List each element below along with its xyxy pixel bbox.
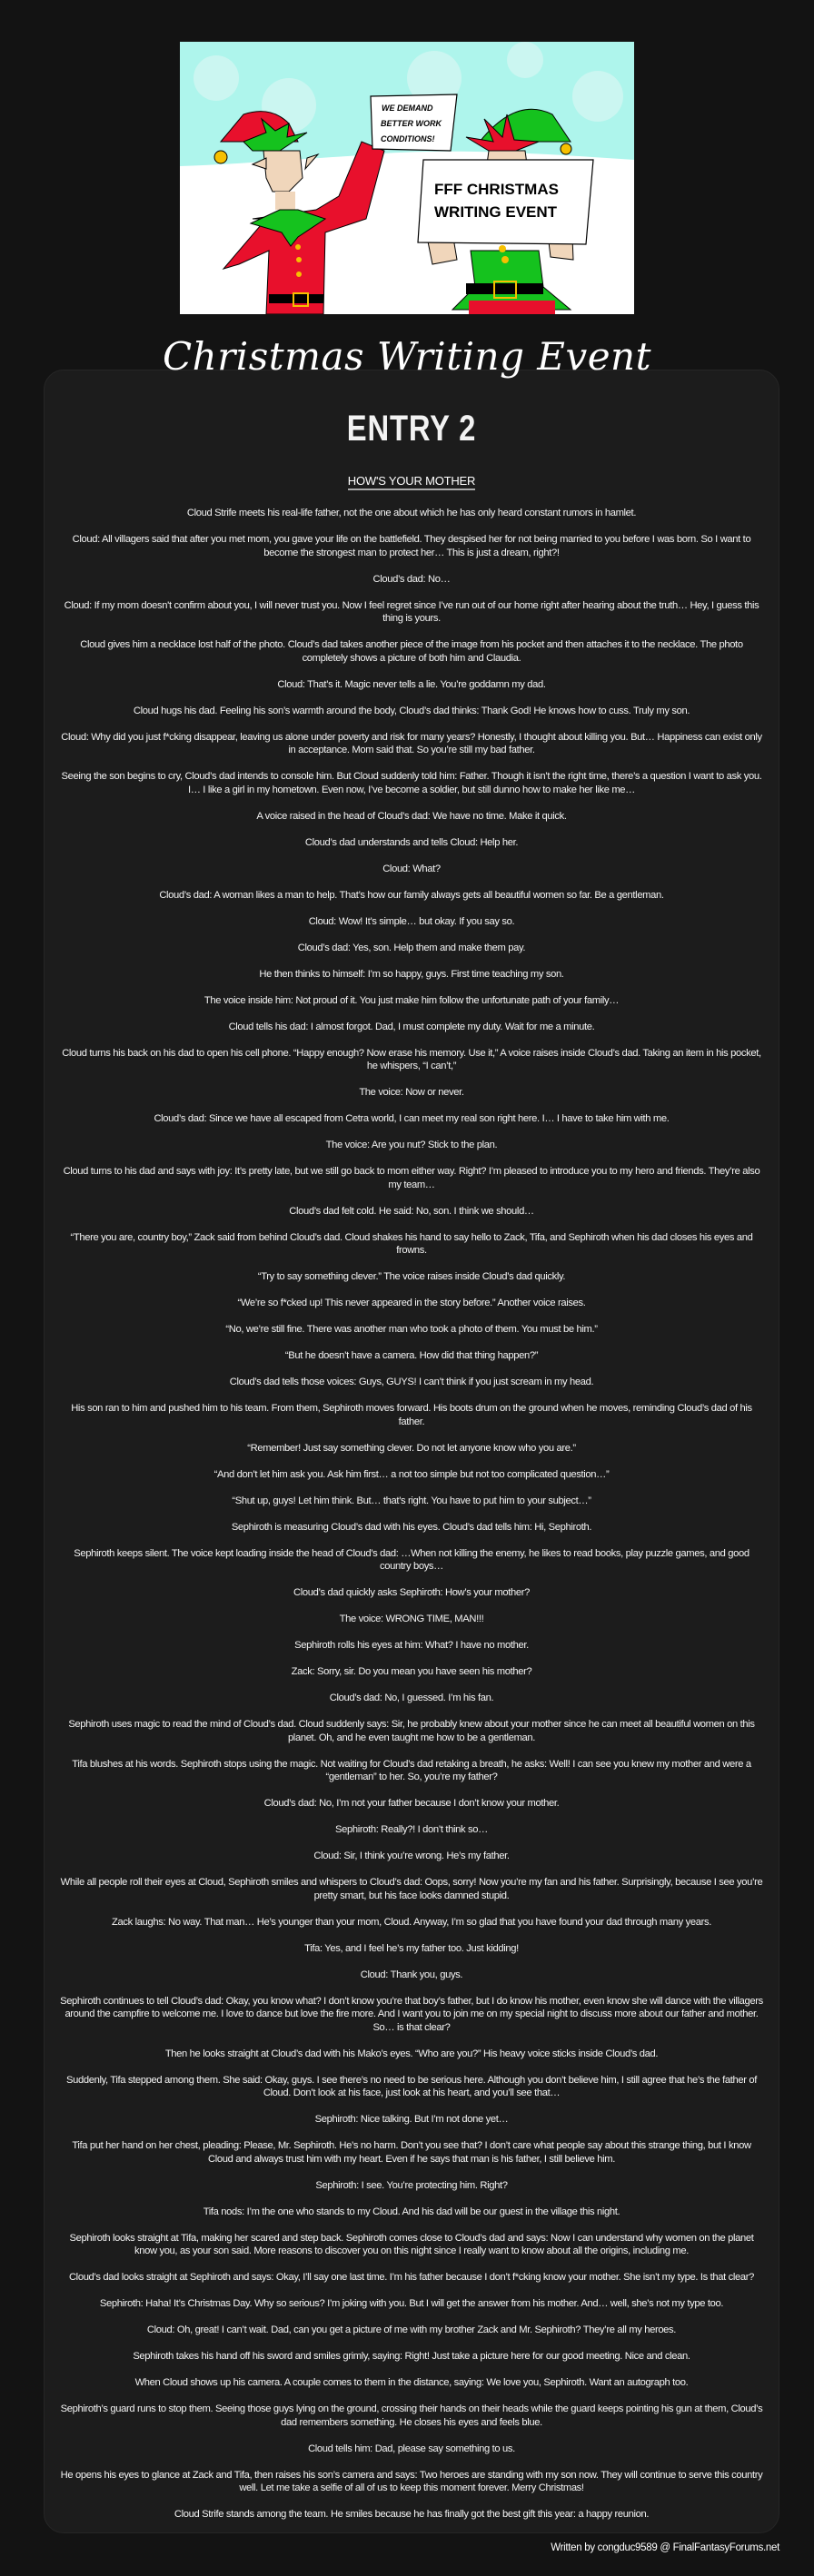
story-paragraph: “There you are, country boy,” Zack said from behind Cloud’s dad. Cloud shakes his hand to say hello to Zack, Tifa, and Sephiroth when his dad closes his eyes and frowns.	[70, 1231, 753, 1256]
story-paragraph: Seeing the son begins to cry, Cloud’s dad intends to console him. But Cloud suddenly told him: Father. Though it isn’t the right time, there’s a question I want to ask you. I… I like a girl in my hometown. Even now, I’ve become a soldier, but still dunno how to make her like me…	[61, 771, 762, 795]
story-title	[45, 474, 779, 488]
story-paragraph: Cloud: Why did you just f*cking disappear, leaving us alone under poverty and risk for many years? Honestly, I thought about killing you. But… Happiness can exist only in acceptance. Mom said that. So you’re still my bad father.	[61, 731, 762, 755]
story-paragraph: Zack laughs: No way. That man… He’s younger than your mom, Cloud. Anyway, I’m so glad that you have found your dad through many years.	[112, 1916, 711, 1928]
story-paragraph: Cloud: All villagers said that after you met mom, you gave your life on the battlefield. They despised her for not being married to you before I was born. So I want to become the strongest man to protect her… This is just a dream, right?!	[72, 534, 751, 558]
story-paragraph: Cloud’s dad: No, I’m not your father because I don’t know your mother.	[263, 1798, 560, 1809]
story-paragraph: Cloud turns to his dad and says with joy: It’s pretty late, but we still go back to mom either way. Right? I’m pleased to introduce you to my hero and friends. They’re also my team…	[63, 1166, 760, 1190]
large-sign-line-2: WRITING EVENT	[434, 203, 558, 221]
story-paragraph: Tifa put her hand on her chest, pleading: Please, Mr. Sephiroth. He’s no harm. Don’t you see that? I don’t care what people say about this strange thing, but I know Cloud and always trust him with my heart. Even if he says that man is his father, I still believe him.	[72, 2140, 751, 2165]
small-protest-sign	[371, 94, 457, 151]
story-paragraph: He opens his eyes to glance at Zack and Tifa, then raises his son’s camera and says: Two heroes are standing with my son now. They will continue to serve this country well. Let me take a selfie of all of us to keep this moment forever. Merry Christmas!	[60, 2469, 763, 2493]
story-paragraph: His son ran to him and pushed him to his team. From them, Sephiroth moves forward. His boots drum on the ground when he moves, reminding Cloud’s dad of his father.	[71, 1403, 752, 1427]
story-paragraph: Cloud: What?	[382, 863, 441, 874]
story-paragraph: Cloud tells his dad: I almost forgot. Dad, I must complete my duty. Wait for me a minute.	[228, 1021, 595, 1032]
story-paragraph: While all people roll their eyes at Cloud, Sephiroth smiles and whispers to Cloud’s dad: Oops, sorry! Now you’re my fan and his father. Surprisingly, because I see you’re pretty smart, but his face looks damned stupid.	[60, 1877, 763, 1901]
story-paragraph: “Shut up, guys! Let him think. But… that’s right. You have to put him to your subject…”	[232, 1495, 591, 1506]
story-paragraph: A voice raised in the head of Cloud’s dad: We have no time. Make it quick.	[256, 810, 567, 822]
story-body	[59, 507, 764, 2534]
story-paragraph: “Remember! Just say something clever. Do not let anyone know who you are.”	[247, 1442, 576, 1454]
story-paragraph: “Try to say something clever.” The voice raises inside Cloud’s dad quickly.	[257, 1271, 566, 1282]
story-paragraph: Cloud’s dad: No, I guessed. I’m his fan.	[329, 1693, 494, 1703]
event-banner-illustration	[180, 42, 634, 314]
story-paragraph: Cloud’s dad tells those voices: Guys, GUYS! I can’t think if you just scream in my head.	[229, 1377, 594, 1387]
story-title-text: HOW'S YOUR MOTHER	[348, 474, 475, 490]
story-panel	[44, 370, 779, 2533]
story-paragraph: Cloud’s dad quickly asks Sephiroth: How’s your mother?	[293, 1587, 530, 1598]
story-paragraph: “But he doesn’t have a camera. How did that thing happen?”	[284, 1350, 539, 1361]
story-paragraph: Sephiroth looks straight at Tifa, making her scared and step back. Sephiroth comes close to Cloud’s dad and says: Now I can understand why women on the planet know you, as your son said. More reasons to discover you on this night since I really want to know about all the origins, including me.	[69, 2232, 754, 2256]
small-sign-line-2: BETTER WORK	[381, 119, 442, 128]
story-paragraph: Cloud: Oh, great! I can’t wait. Dad, can you get a picture of me with my brother Zack and Mr. Sephiroth? They’re all my heroes.	[146, 2324, 677, 2335]
story-paragraph: Cloud: If my mom doesn't confirm about you, I will never trust you. Now I feel regret since I’ve run out of our home right after hearing about the truth… Hey, I guess this thing is yours.	[64, 599, 759, 624]
large-sign-line-1: FFF CHRISTMAS	[434, 181, 559, 198]
story-paragraph: “We’re so f*cked up! This never appeared in the story before.” Another voice raises.	[237, 1298, 586, 1308]
story-paragraph: Tifa blushes at his words. Sephiroth stops using the magic. Not waiting for Cloud’s dad retaking a breath, he asks: Well! I can see you knew my mother and were a “gentleman” to her. So, you’re my father?	[72, 1758, 751, 1782]
story-paragraph: Cloud’s dad: A woman likes a man to help. That’s how our family always gets all beautiful women so far. Be a gentleman.	[159, 889, 664, 901]
story-paragraph: Cloud’s dad looks straight at Sephiroth and says: Okay, I’ll say one last time. I’m his father because I don’t f*cking know your mother. She isn’t my type. Is that clear?	[68, 2272, 755, 2283]
story-paragraph: Cloud’s dad felt cold. He said: No, son. I think we should…	[289, 1205, 534, 1217]
story-paragraph: Suddenly, Tifa stepped among them. She said: Okay, guys. I see there’s no need to be serious here. Although you don’t believe him, I still agree that he’s the father of Cloud. Don’t look at his face, just look at his heart, and you’ll see that…	[65, 2074, 758, 2098]
story-paragraph: He then thinks to himself: I’m so happy, guys. First time teaching my son.	[259, 968, 564, 980]
story-paragraph: Sephiroth uses magic to read the mind of Cloud’s dad. Cloud suddenly says: Sir, he probably knew about your mother since he can meet all beautiful women on this planet. Oh, and he even taught me how to be a gentleman.	[68, 1719, 755, 1743]
story-paragraph: Zack: Sorry, sir. Do you mean you have seen his mother?	[291, 1666, 532, 1677]
elves-protest-picture	[180, 42, 634, 314]
story-paragraph: Cloud turns his back on his dad to open his cell phone. “Happy enough? Now erase his memory. Use it,” A voice raises inside Cloud’s dad. Taking an item in his pocket, he whispers, “I can’t,”	[62, 1047, 761, 1071]
story-paragraph: Cloud hugs his dad. Feeling his son’s warmth around the body, Cloud’s dad thinks: Thank God! He knows how to cuss. Truly my son.	[133, 705, 690, 716]
story-paragraph: Cloud’s dad: Yes, son. Help them and make them pay.	[297, 942, 526, 953]
story-paragraph: Sephiroth: I see. You’re protecting him. Right?	[315, 2179, 508, 2191]
story-paragraph: Cloud’s dad understands and tells Cloud: Help her.	[304, 836, 519, 848]
large-protest-sign	[418, 160, 593, 244]
story-paragraph: Sephiroth: Really?! I don’t think so…	[334, 1824, 488, 1835]
story-paragraph: Sephiroth continues to tell Cloud’s dad: Okay, you know what? I don’t know you’re that boy’s father, but I do know his mother, even know she will dance with the villagers around the campfire to welcome me. I love to dance but love the fire more. And I want you to join me on my special night to discuss more about our father and mother. So… is that clear?	[60, 1995, 763, 2033]
story-paragraph: Cloud Strife meets his real-life father, not the one about which he has only heard constant rumors in hamlet.	[186, 508, 637, 518]
story-paragraph: Sephiroth rolls his eyes at him: What? I have no mother.	[294, 1640, 529, 1651]
story-paragraph: Then he looks straight at Cloud’s dad with his Mako’s eyes. “Who are you?” His heavy voice sticks inside Cloud’s dad.	[164, 2048, 659, 2059]
story-paragraph: Sephiroth is measuring Cloud’s dad with his eyes. Cloud’s dad tells him: Hi, Sephiroth.	[231, 1521, 592, 1533]
event-script-title: Christmas Writing Event	[163, 334, 651, 379]
small-sign-line-3: CONDITIONS!	[381, 134, 435, 143]
story-paragraph: The voice: Are you nut? Stick to the plan.	[325, 1140, 498, 1150]
story-paragraph: Cloud’s dad: No…	[372, 573, 451, 585]
story-paragraph: “No, we’re still fine. There was another man who took a photo of them. You must be him.”	[225, 1324, 598, 1335]
story-paragraph: Cloud: Sir, I think you’re wrong. He’s my father.	[313, 1851, 510, 1861]
story-paragraph: Cloud: Thank you, guys.	[360, 1969, 463, 1980]
story-paragraph: Cloud: That’s it. Magic never tells a lie. You’re goddamn my dad.	[277, 678, 546, 690]
author-credit: Written by congduc9589 @ FinalFantasyForums.net	[551, 2542, 779, 2553]
story-paragraph: The voice inside him: Not proud of it. You just make him follow the unfortunate path of your family…	[204, 994, 620, 1006]
story-paragraph: “And don’t let him ask you. Ask him first… a not too simple but not too complicated question…”	[213, 1468, 610, 1480]
story-paragraph: Sephiroth: Haha! It’s Christmas Day. Why so serious? I’m joking with you. But I will get the answer from his mother. And… well, she’s not my type too.	[99, 2298, 724, 2309]
story-paragraph: The voice: WRONG TIME, MAN!!!	[339, 1614, 484, 1624]
story-paragraph: Tifa: Yes, and I feel he’s my father too. Just kidding!	[304, 1942, 519, 1954]
story-paragraph: Cloud tells him: Dad, please say something to us.	[308, 2443, 515, 2454]
story-paragraph: When Cloud shows up his camera. A couple comes to them in the distance, saying: We love you, Sephiroth. Want an autograph too.	[134, 2377, 689, 2388]
story-paragraph: Cloud Strife stands among the team. He smiles because he has finally got the best gift this year: a happy reunion.	[174, 2509, 650, 2520]
story-paragraph: Cloud gives him a necklace lost half of the photo. Cloud’s dad takes another piece of the image from his pocket and then attaches it to the necklace. The photo completely shows a picture of both him and Claudia.	[80, 639, 743, 664]
entry-heading: ENTRY 2	[346, 409, 477, 449]
story-paragraph: Tifa nods: I’m the one who stands to my Cloud. And his dad will be our guest in the village this night.	[203, 2206, 620, 2217]
story-paragraph: Cloud’s dad: Since we have all escaped from Cetra world, I can meet my real son right here. I… I have to take him with me.	[154, 1113, 670, 1124]
story-paragraph: Sephiroth: Nice talking. But I’m not done yet…	[314, 2114, 509, 2125]
story-paragraph: Cloud: Wow! It’s simple… but okay. If you say so.	[308, 915, 515, 927]
story-paragraph: The voice: Now or never.	[359, 1087, 464, 1098]
story-paragraph: Sephiroth keeps silent. The voice kept loading inside the head of Cloud’s dad: …When not killing the enemy, he likes to read books, play puzzle games, and good country boys…	[74, 1547, 749, 1572]
story-paragraph: Sephiroth’s guard runs to stop them. Seeing those guys lying on the ground, crossing their hands on their heads while the guard keeps pointing his gun at them, Cloud’s dad remembers something. He closes his eyes and feels blue.	[60, 2403, 763, 2428]
story-paragraph: Sephiroth takes his hand off his sword and smiles grimly, saying: Right! Just take a picture here for our good meeting. Nice and clean.	[133, 2351, 690, 2362]
small-sign-line-1: WE DEMAND	[382, 104, 433, 113]
